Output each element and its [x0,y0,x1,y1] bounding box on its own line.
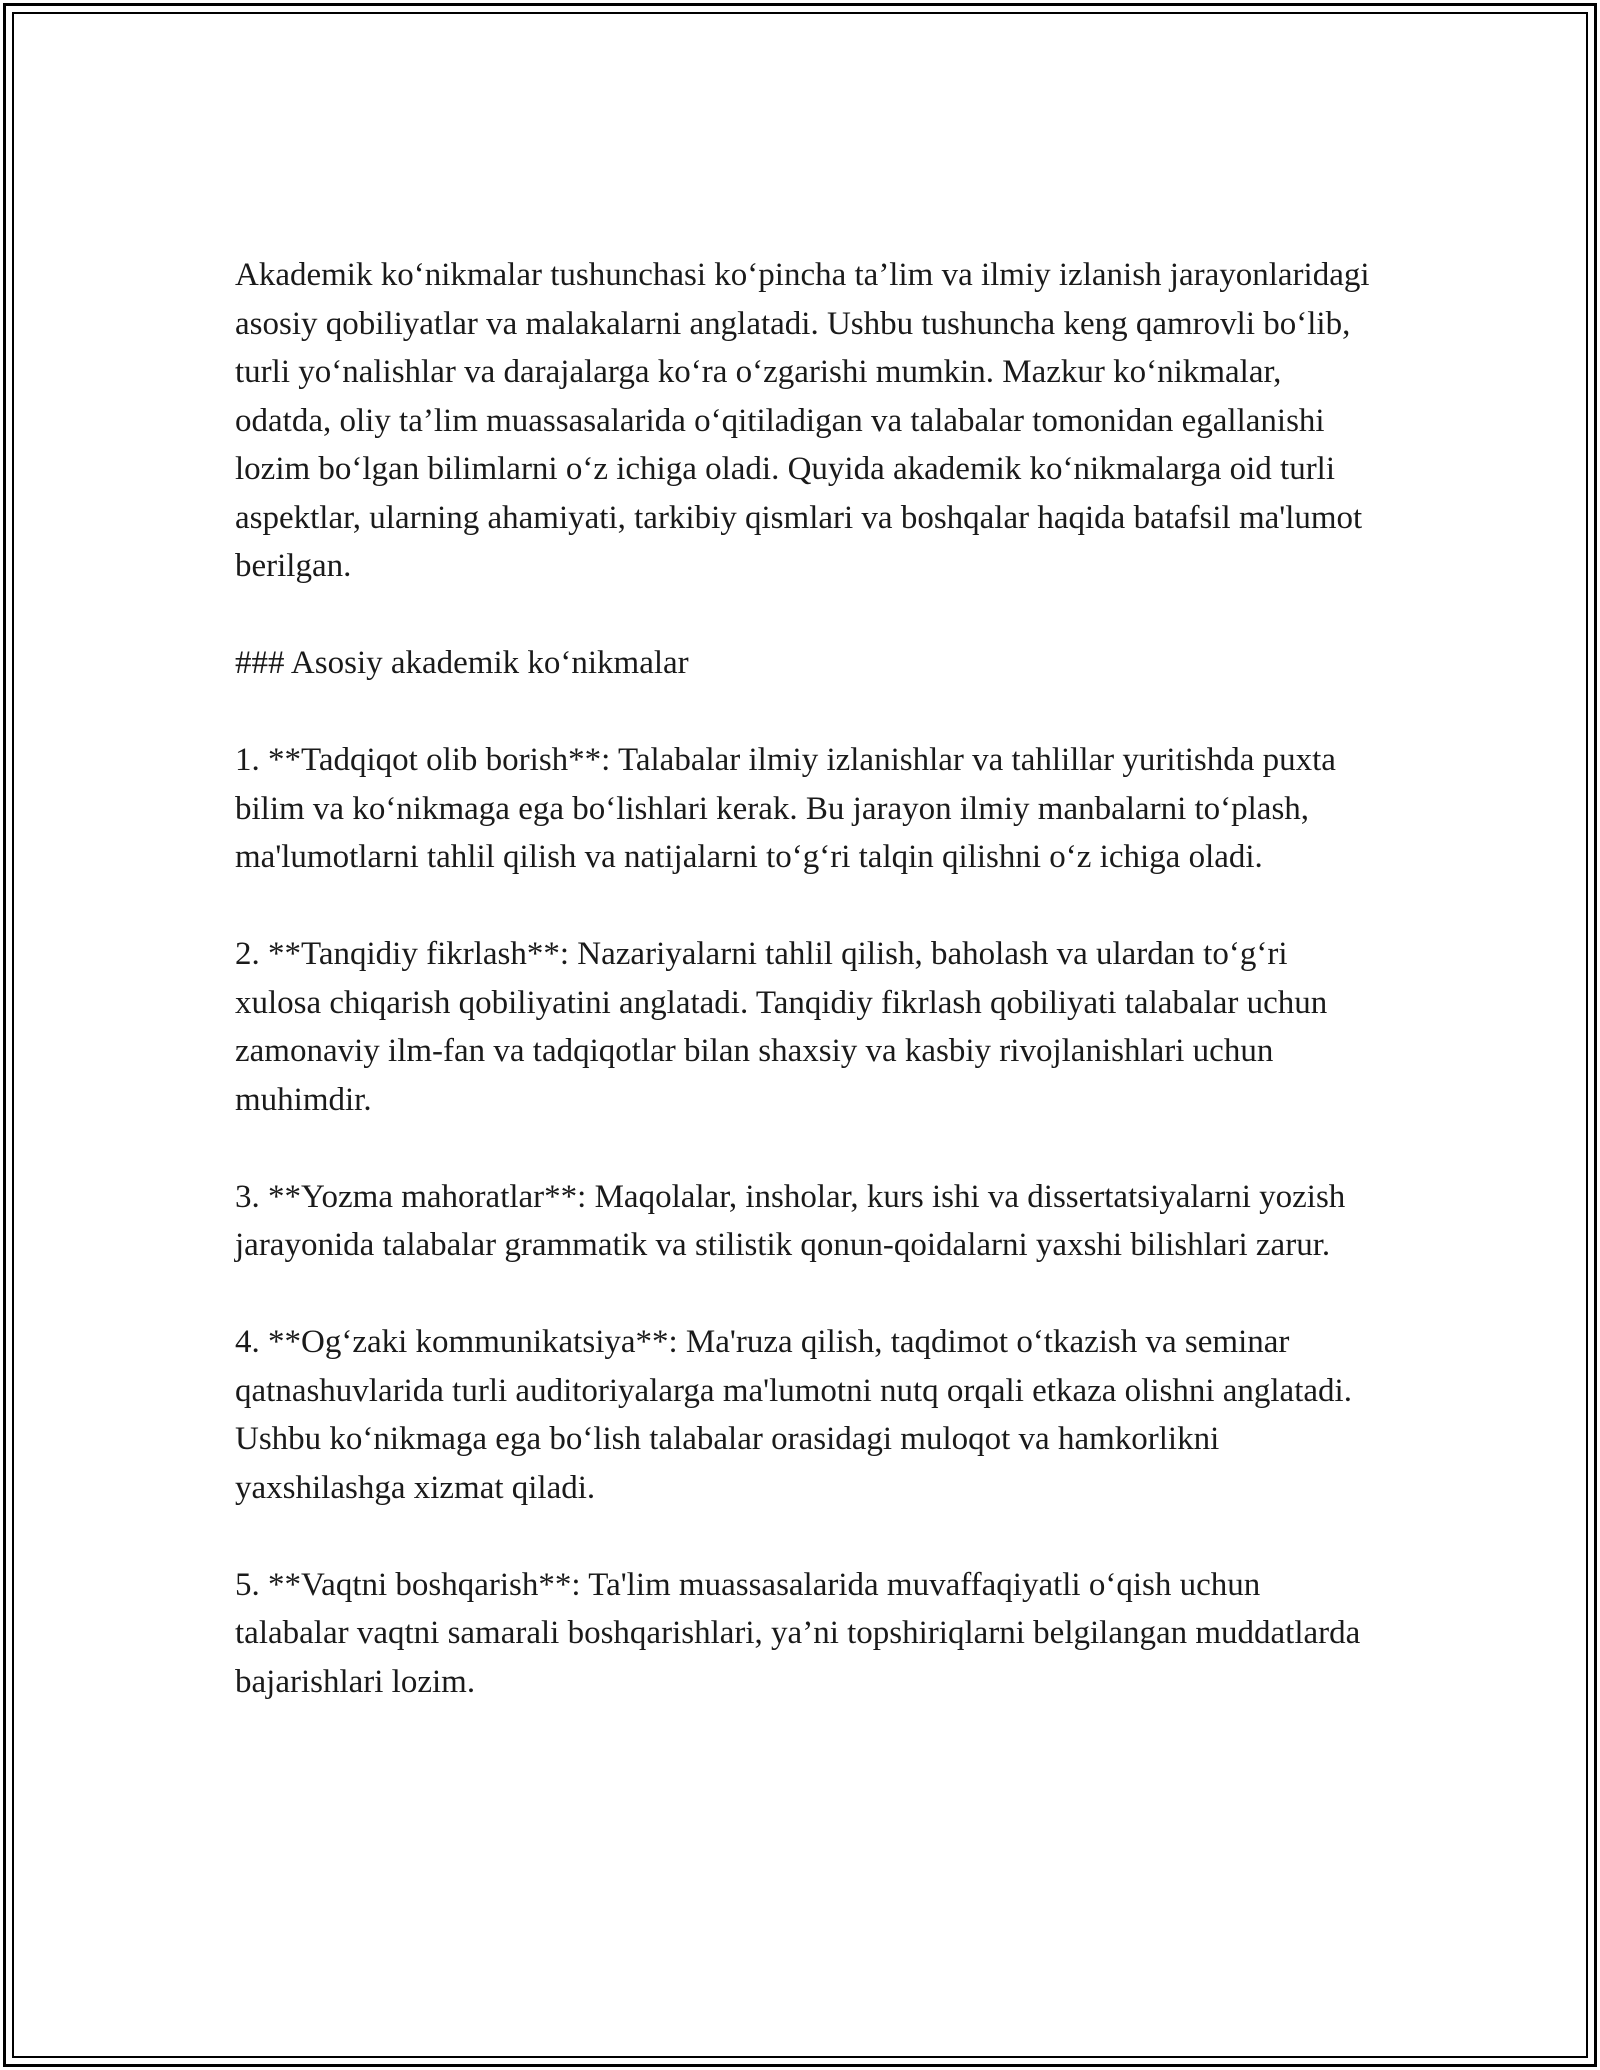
list-item-time-management: 5. **Vaqtni boshqarish**: Ta'lim muassasalarida muvaffaqiyatli o‘qish uchun talabalar vaqtni samarali boshqarishlari, ya’ni topshiriqlarni belgilangan muddatlarda bajarishlari lozim. [235,1566,1361,1700]
list-item-writing-skills: 3. **Yozma mahoratlar**: Maqolalar, insholar, kurs ishi va dissertatsiyalarni yozish jarayonida talabalar grammatik va stilistik qonun-qoidalarni yaxshi bilishlari zarur. [235,1178,1346,1263]
document-body [235,251,1375,1755]
list-item-research: 1. **Tadqiqot olib borish**: Talabalar ilmiy izlanishlar va tahlillar yuritishda puxta bilim va ko‘nikmaga ega bo‘lishlari kerak. Bu jarayon ilmiy manbalarni to‘plash, ma'lumotlarni tahlil qilish va natijalarni to‘g‘ri talqin qilishni o‘z ichiga oladi. [235,742,1336,875]
section-heading: ### Asosiy akademik ko‘nikmalar [235,645,689,681]
list-item-oral-communication: 4. **Og‘zaki kommunikatsiya**: Ma'ruza qilish, taqdimot o‘tkazish va seminar qatnashuvlarida turli auditoriyalarga ma'lumotni nutq orqali etkaza olishni anglatadi. Ushbu ko‘nikmaga ega bo‘lish talabalar orasidagi muloqot va hamkorlikni yaxshilashga xizmat qiladi. [235,1324,1352,1506]
intro-paragraph: Akademik ko‘nikmalar tushunchasi ko‘pincha ta’lim va ilmiy izlanish jarayonlaridagi asosiy qobiliyatlar va malakalarni anglatadi. Ushbu tushuncha keng qamrovli bo‘lib, turli yo‘nalishlar va darajalarga ko‘ra o‘zgarishi mumkin. Mazkur ko‘nikmalar, odatda, oliy ta’lim muassasalarida o‘qitiladigan va talabalar tomonidan egallanishi lozim bo‘lgan bilimlarni o‘z ichiga oladi. Quyida akademik ko‘nikmalarga oid turli aspektlar, ularning ahamiyati, tarkibiy qismlari va boshqalar haqida batafsil ma'lumot berilgan. [235,257,1370,584]
list-item-critical-thinking: 2. **Tanqidiy fikrlash**: Nazariyalarni tahlil qilish, baholash va ulardan to‘g‘ri xulosa chiqarish qobiliyatini anglatadi. Tanqidiy fikrlash qobiliyati talabalar uchun zamonaviy ilm-fan va tadqiqotlar bilan shaxsiy va kasbiy rivojlanishlari uchun muhimdir. [235,936,1328,1118]
